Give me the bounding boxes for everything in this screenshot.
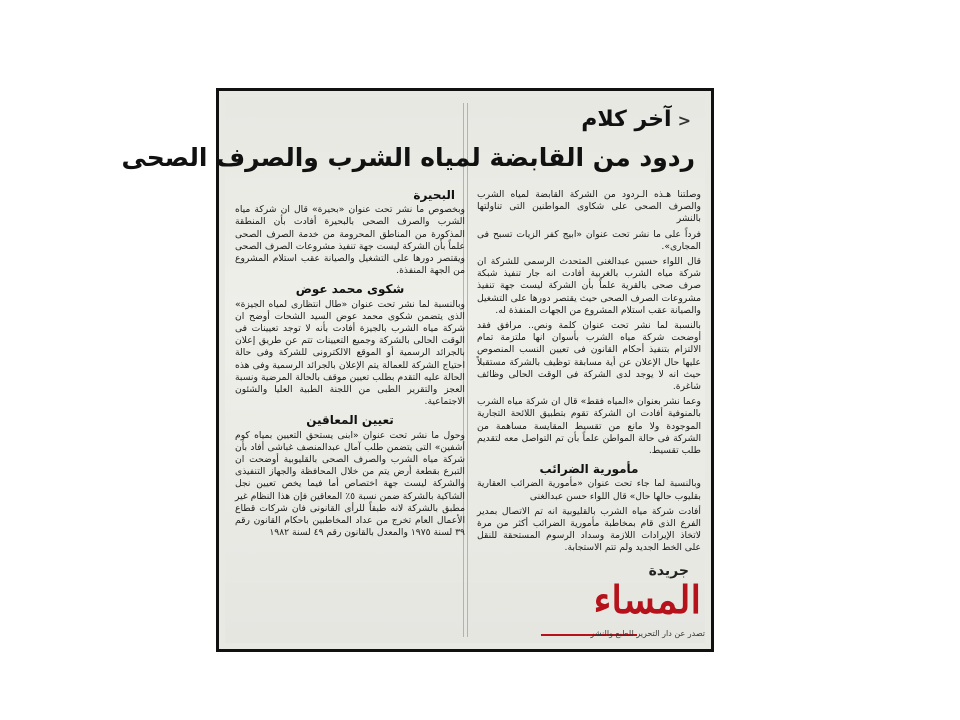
logo-pre: جريدة	[648, 563, 689, 579]
section-heading: مأمورية الضرائب	[539, 462, 639, 477]
paragraph: وبالنسبة لما جاء تحت عنوان «مأمورية الضرائب العقارية بقليوب حالها حال» قال اللواء حسن عبدالغنى	[477, 478, 701, 502]
headline: ردود من القابضة لمياه الشرب والصرف الصحى	[121, 143, 695, 172]
logo-tagline: تصدر عن دار التحرير للطبع والنشر	[590, 629, 705, 638]
clipping-frame	[121, 88, 714, 652]
paragraph: بالنسبة لما نشر تحت عنوان كلمة ونص.. مرافق فقد أوضحت شركة مياه الشرب بأسوان انها ملتزمة تمام الالتزام بتنفيذ أحكام القانون فى تعيين النسب المنصوص عليها حال الإعلان عن أية مسابقة توظيف بالشركة مستقبلاً حيث انه لا يوجد لدى الشركة فى الوقت الحالى وظائف شاغرة.	[477, 320, 701, 393]
paragraph: فرداً على ما نشر تحت عنوان «ابيج كفر الزيات تسبح فى المجارى».	[477, 228, 701, 252]
newspaper-logo	[541, 563, 707, 645]
chevron-icon: <	[677, 111, 691, 130]
right-column	[477, 189, 701, 559]
paragraph: وحول ما نشر تحت عنوان «ابنى يستحق التعيين بمياه كوم أشفين» التى يتضمن طلب آمال عبدالمنصف غباشى أفاد بأن شركة مياه الشرب والصرف الصحى بالقليوبية أوضحت ان التبرع بقطعة أرض يتم من خلال المحافظة والجهاز التنفيذى والشركة ليست جهة اختصاص أما فيما يخص تعيين نجل الشاكية بالشركة ضمن نسبة ٥٪ المعاقين فإن هذا النظام غير مطبق بالشركة لانه طبقاً للرأى القانونى فان شركات قطاع الأعمال العام تخرج من عداد المخاطبين باحكام القانون رقم ٣٩ لسنة ١٩٧٥ والمعدل بالقانون رقم ٤٩ لسنة ١٩٨٢	[235, 429, 465, 539]
section-heading: البحيرة	[413, 188, 455, 202]
kicker	[581, 107, 691, 132]
paragraph: أفادت شركة مياه الشرب بالقليوبية انه تم الاتصال بمدير الفرع الذى قام بمخاطبة مأمورية الضرائب أكثر من مرة لاتخاذ الإيرادات اللازمة وسداد الرسوم المستحقة للنقل على الخط الجديد ولم تتم الاستجابة.	[477, 505, 701, 554]
paragraph: وصلتنا هـذه الـردود من الشركة القابضة لمياه الشرب والصرف الصحى على شكاوى المواطنين التى تناولتها بالنشر	[477, 189, 701, 225]
paragraph: وبالنسبة لما نشر تحت عنوان «طال انتظارى لمياه الجيزة» الذى يتضمن شكوى محمد عوض السيد الشحات أوضح ان شركة مياه الشرب بالجيزة أفادت بأنه لا توجد تعيينات فى الوقت الحالى بالشركة وجميع التعيينات تتم عن طريق إعلان بالجرائد الرسمية أو الموقع الالكترونى للشركة وفى حالة احتياج الشركة للعمالة يتم الإعلان بالجرائد الرسمية وفى هذه الحالة عليه التقدم بطلب تعيين موقف بالحالة المرضية ونسبة العجز والتقرير الطبى من اللجنة الطبية العليا والشئون الاجتماعية.	[235, 298, 465, 408]
section-heading: تعيين المعاقين	[306, 413, 394, 428]
section-heading: شكوى محمد عوض	[295, 282, 405, 297]
logo-brand: المساء	[593, 577, 701, 622]
column-divider	[467, 103, 468, 637]
left-column	[235, 189, 465, 651]
kicker-label: آخر كلام	[581, 107, 672, 132]
paragraph: وعما نشر بعنوان «المياه فقط» قال ان شركة مياه الشرب بالمنوفية أفادت ان الشركة تقوم بتطبيق اللائحة التجارية الموجودة ولا مانع من تقسيط المقايسة مساهمة من الشركة فى حالة المواطن علماً بأن تم التواصل معه لتقديم طلب تقسيط.	[477, 396, 701, 457]
paragraph: وبخصوص ما نشر تحت عنوان «بحيرة» قال ان شركة مياه الشرب والصرف الصحى بالبحيرة أفادت بأن المنطقة المذكورة من المناطق المحرومة من خدمة الصرف الصحى علماً بأن الشركة ليست جهة تنفيذ مشروعات الصرف الصحى ويقتصر دورها على التشغيل والصيانة عقب استلام المشروع من الجهة المنفذة.	[235, 204, 465, 277]
paragraph: قال اللواء حسين عبدالغنى المتحدث الرسمى للشركة ان شركة مياه الشرب بالغربية أفادت انه جار تنفيذ شبكة صرف صحى بالقرية علماً بأن الشركة ليست جهة تنفيذ مشروعات الصرف الصحى حيث يقتصر دورها على التشغيل والصيانة عقب استلام المشروع من الجهات المنفذة له.	[477, 256, 701, 316]
newspaper-clipping	[121, 97, 705, 643]
